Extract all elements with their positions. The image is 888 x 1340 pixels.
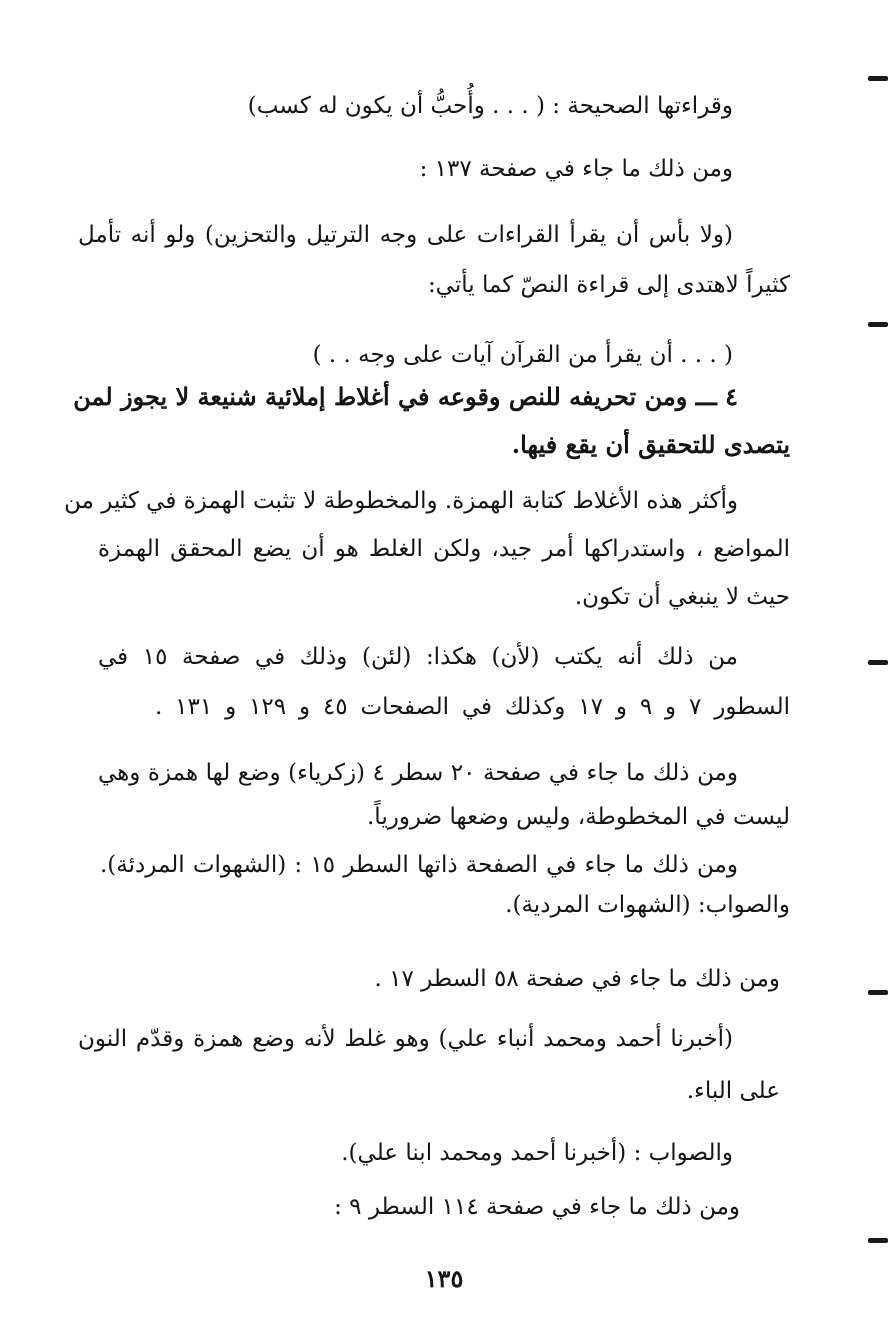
text-line: وقراءتها الصحيحة : ( . . . وأُحبُّ أن يكون له كسب): [247, 93, 733, 119]
margin-mark: [868, 990, 888, 995]
text-line: ومن ذلك ما جاء في صفحة ١١٤ السطر ٩ :: [334, 1194, 740, 1220]
text-line: والصواب : (أخبرنا أحمد ومحمد ابنا علي).: [341, 1140, 733, 1166]
text-line: كثيراً لاهتدى إلى قراءة النصّ كما يأتي:: [427, 272, 790, 298]
section-heading-line: ٤ ـــ ومن تحريفه للنص وقوعه في أغلاط إملائية شنيعة لا يجوز لمن: [73, 382, 738, 411]
text-line: على الباء.: [686, 1078, 780, 1104]
text-line: ليست في المخطوطة، وليس وضعها ضرورياً.: [367, 804, 790, 830]
text-line: ومن ذلك ما جاء في الصفحة ذاتها السطر ١٥ : (الشهوات المردئة).: [100, 852, 738, 878]
text-line: ومن ذلك ما جاء في صفحة ٢٠ سطر ٤ (زكرياء) وضع لها همزة وهي: [98, 760, 738, 786]
margin-mark: [868, 76, 888, 81]
text-line: والصواب: (الشهوات المردية).: [505, 892, 790, 918]
section-heading-line: يتصدى للتحقيق أن يقع فيها.: [511, 430, 790, 459]
text-line: (أخبرنا أحمد ومحمد أنباء علي) وهو غلط لأنه وضع همزة وقدّم النون: [78, 1026, 733, 1052]
text-line: وأكثر هذه الأغلاط كتابة الهمزة. والمخطوطة لا تثبت الهمزة في كثير من: [64, 488, 738, 514]
text-line: (ولا بأس أن يقرأ القراءات على وجه الترتيل والتحزين) ولو أنه تأمل: [78, 222, 733, 248]
page-number: ١٣٥: [424, 1264, 464, 1293]
margin-mark: [868, 660, 888, 665]
text-line: السطور ٧ و ٩ و ١٧ وكذلك في الصفحات ٤٥ و ١٢٩ و ١٣١ .: [155, 694, 791, 720]
text-line: ومن ذلك ما جاء في صفحة ١٣٧ :: [419, 156, 733, 182]
text-line: حيث لا ينبغي أن تكون.: [574, 584, 790, 610]
text-line: ومن ذلك ما جاء في صفحة ٥٨ السطر ١٧ .: [374, 966, 780, 992]
margin-mark: [868, 1238, 888, 1243]
text-line: ( . . . أن يقرأ من القرآن آيات على وجه . . ): [312, 342, 733, 368]
text-line: المواضع ، واستدراكها أمر جيد، ولكن الغلط هو أن يضع المحقق الهمزة: [98, 536, 790, 562]
text-line: من ذلك أنه يكتب (لأن) هكذا: (لئن) وذلك في صفحة ١٥ في: [98, 644, 738, 670]
margin-mark: [868, 322, 888, 327]
